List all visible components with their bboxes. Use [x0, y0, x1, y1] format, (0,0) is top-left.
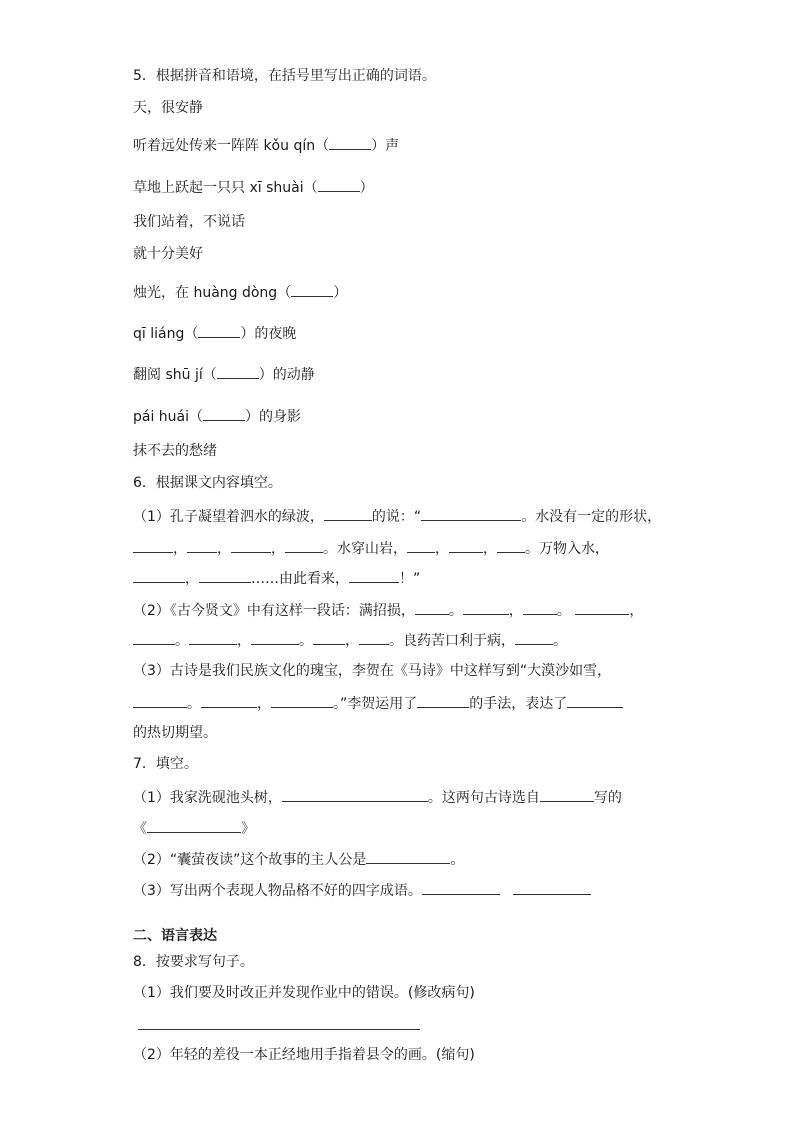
answer-blank[interactable] [313, 630, 345, 645]
answer-blank[interactable] [133, 538, 173, 553]
answer-blank[interactable] [497, 538, 525, 553]
question-6-part-1-cont: ， ……由此看来， ！” [133, 568, 420, 588]
answer-blank[interactable] [567, 693, 623, 708]
question-6-part-3-cont: 。 ， 。”李贺运用了 的手法，表达了 [133, 693, 623, 713]
question-6-part-1: （1）孔子凝望着泗水的绿波， 的说：“ 。水没有一定的形状， [133, 506, 661, 526]
poem-line: qī liáng（ ）的夜晚 [133, 323, 296, 343]
question-7-part-3: （3）写出两个表现人物品格不好的四字成语。 [133, 880, 591, 900]
question-7-part-1-cont: 《 》 [133, 818, 255, 838]
answer-blank[interactable] [523, 600, 557, 615]
answer-blank[interactable] [291, 282, 333, 297]
answer-blank[interactable] [251, 630, 299, 645]
answer-blank[interactable] [282, 787, 428, 802]
answer-blank[interactable] [189, 630, 237, 645]
answer-blank[interactable] [540, 787, 594, 802]
question-6-part-2: （2）《古今贤文》中有这样一段话：满招损， 。 ， 。 ， [133, 600, 643, 620]
poem-line: 就十分美好 [133, 246, 203, 262]
poem-line: 我们站着，不说话 [133, 214, 245, 230]
answer-blank[interactable] [329, 135, 371, 150]
answer-blank[interactable] [513, 880, 591, 895]
answer-blank[interactable] [217, 364, 259, 379]
question-6-part-1-cont: ， ， ， 。水穿山岩， ， ， 。万物入水， [133, 538, 609, 558]
answer-blank[interactable] [271, 693, 333, 708]
poem-line: 听着远处传来一阵阵 kǒu qín（ ）声 [133, 135, 399, 155]
answer-blank[interactable] [199, 568, 251, 583]
question-7-part-1: （1）我家洗砚池头树， 。这两句古诗选自 写的 [133, 787, 622, 807]
answer-blank[interactable] [187, 538, 217, 553]
answer-blank[interactable] [318, 177, 360, 192]
answer-blank[interactable] [421, 506, 521, 521]
answer-blank[interactable] [349, 568, 399, 583]
section-heading: 二、语言表达 [133, 928, 217, 944]
question-8-title: 8．按要求写句子。 [133, 954, 254, 970]
answer-blank[interactable] [147, 818, 241, 833]
answer-blank[interactable] [231, 538, 271, 553]
answer-blank[interactable] [133, 693, 187, 708]
answer-blank[interactable] [366, 849, 450, 864]
answer-blank[interactable] [449, 538, 483, 553]
poem-line: 翻阅 shū jí（ ）的动静 [133, 364, 315, 384]
answer-blank[interactable] [407, 538, 435, 553]
answer-blank[interactable] [133, 568, 185, 583]
poem-line: 烛光，在 huàng dòng（ ） [133, 282, 347, 302]
question-5-title: 5．根据拼音和语境，在括号里写出正确的词语。 [133, 68, 436, 84]
answer-blank[interactable] [463, 600, 509, 615]
answer-blank[interactable] [133, 630, 175, 645]
question-8-part-2: （2）年轻的差役一本正经地用手指着县令的画。(缩句) [133, 1047, 475, 1063]
answer-blank[interactable] [203, 406, 245, 421]
question-6-part-3: （3）古诗是我们民族文化的瑰宝，李贺在《马诗》中这样写到“大漠沙如雪， [133, 663, 612, 679]
answer-blank[interactable] [417, 693, 469, 708]
question-6-part-2-cont: 。 ， 。 ， 。良药苦口利于病， 。 [133, 630, 567, 650]
answer-blank[interactable] [575, 600, 629, 615]
answer-line[interactable] [138, 1029, 420, 1030]
poem-line: pái huái（ ）的身影 [133, 406, 301, 426]
poem-line: 天，很安静 [133, 100, 203, 116]
question-8-part-1: （1）我们要及时改正并发现作业中的错误。(修改病句) [133, 985, 475, 1001]
answer-blank[interactable] [324, 506, 372, 521]
question-7-part-2: （2）“囊萤夜读”这个故事的主人公是 。 [133, 849, 464, 869]
question-7-title: 7．填空。 [133, 756, 198, 772]
answer-blank[interactable] [415, 600, 449, 615]
question-6-part-3-end: 的热切期望。 [133, 725, 217, 741]
answer-blank[interactable] [422, 880, 500, 895]
answer-blank[interactable] [285, 538, 323, 553]
answer-blank[interactable] [201, 693, 257, 708]
answer-blank[interactable] [359, 630, 389, 645]
answer-blank[interactable] [198, 323, 240, 338]
question-6-title: 6．根据课文内容填空。 [133, 475, 282, 491]
poem-line: 草地上跃起一只只 xī shuài（ ） [133, 177, 374, 197]
poem-line: 抹不去的愁绪 [133, 443, 217, 459]
answer-blank[interactable] [515, 630, 553, 645]
